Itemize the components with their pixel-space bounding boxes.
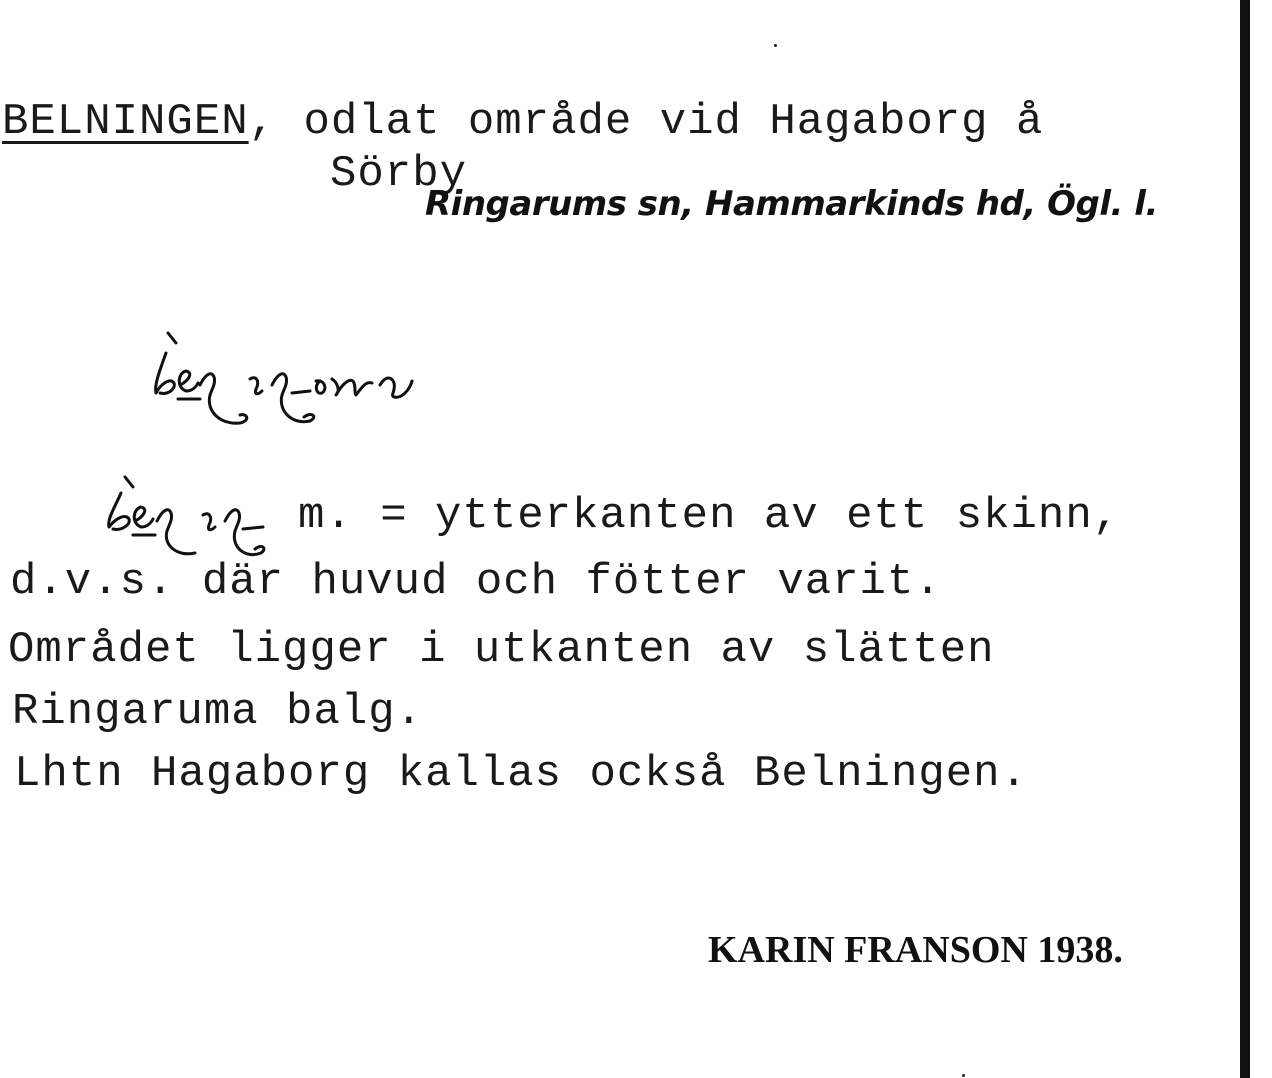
heading-line-2: Sörby [330,149,468,199]
definition-line-1: m. = ytterkanten av ett skinn, [298,491,1121,541]
handwritten-phonetic-word [95,475,275,565]
note-line-2: Ringaruma balg. [12,687,424,737]
definition-line-2: d.v.s. där huvud och fötter varit. [10,557,942,607]
speck [774,44,777,47]
headword: BELNINGEN [2,97,249,147]
heading-line [2,97,1044,147]
heading-description: , odlat område vid Hagaborg å [248,97,1044,147]
card-right-edge [1240,0,1250,1078]
speck [962,1074,965,1077]
handwritten-phonetic-name [140,325,430,445]
location-stamp: Ringarums sn, Hammarkinds hd, Ögl. l. [425,184,1158,224]
signature: KARIN FRANSON 1938. [708,929,1123,971]
note-line-3: Lhtn Hagaborg kallas också Belningen. [14,749,1028,799]
note-line-1: Området ligger i utkanten av slätten [8,625,995,675]
